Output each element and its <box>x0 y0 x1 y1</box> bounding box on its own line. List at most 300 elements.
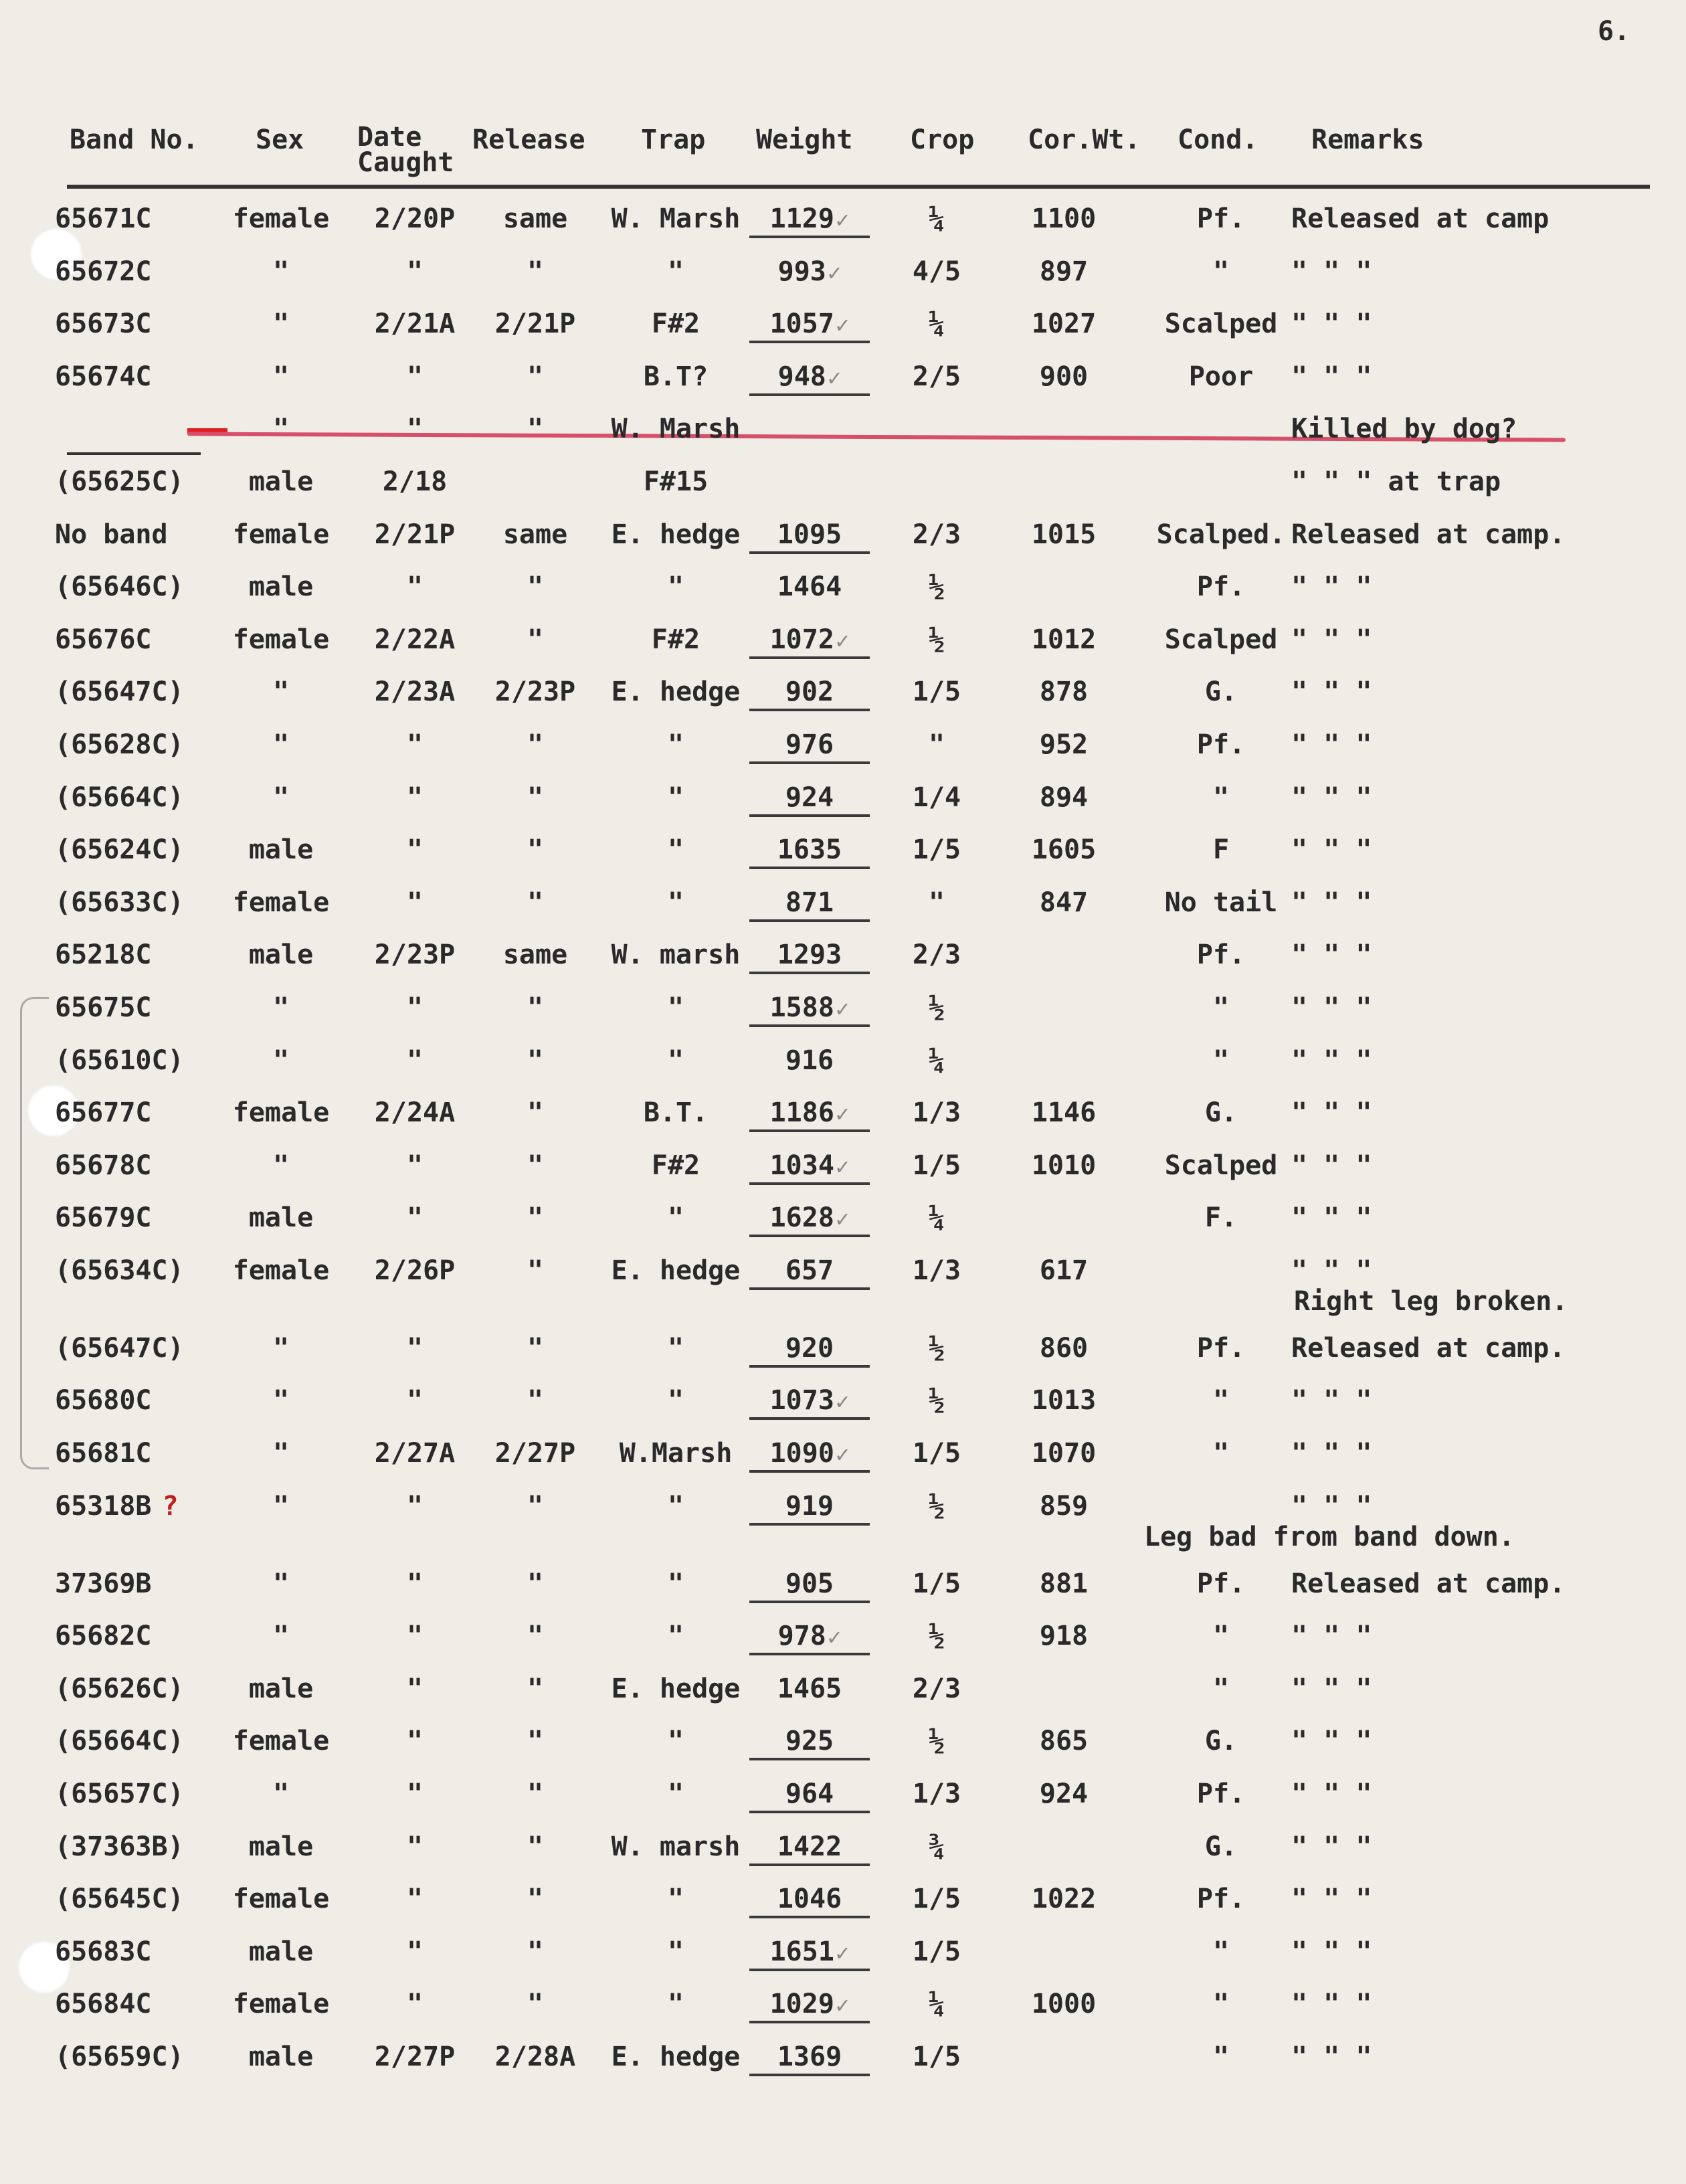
cell-trap-text: " <box>667 1989 684 2020</box>
cell-wt <box>749 571 870 602</box>
cell-rel-text: " <box>527 1673 544 1704</box>
cell-rel <box>468 729 602 760</box>
cell-band <box>55 1621 152 1651</box>
cell-cor-text: 900 <box>1039 361 1089 392</box>
cell-sex <box>207 1333 355 1364</box>
cell-wt-text: 1095 <box>777 519 842 550</box>
table-row <box>0 1716 1686 1769</box>
table-row <box>0 825 1686 878</box>
cell-rem-text: Killed by dog? <box>1291 414 1517 445</box>
cell-cond-text: " <box>1212 256 1230 287</box>
table-row <box>0 562 1686 615</box>
cell-wt <box>749 1255 870 1290</box>
cell-sex-text: " <box>272 1568 290 1599</box>
cell-trap <box>602 1255 749 1286</box>
cell-wt <box>749 887 870 922</box>
cell-crop-text: 2/3 <box>912 939 961 971</box>
header-date-line1: Date <box>357 122 422 153</box>
cell-date-text: 2/21P <box>374 519 456 550</box>
cell-band-text: (65625C) <box>55 466 184 497</box>
checkmark-icon: ✓ <box>835 312 850 339</box>
cell-crop-text: ¼ <box>928 1989 945 2020</box>
cell-band <box>55 1097 152 1128</box>
cell-trap-text: " <box>667 1936 684 1967</box>
checkmark-icon: ✓ <box>835 1153 850 1180</box>
cell-band-text: 65218C <box>55 939 152 971</box>
cell-trap-text: " <box>667 1726 684 1757</box>
cell-cond-text: Pf. <box>1196 203 1246 234</box>
cell-sex-text: female <box>232 1884 330 1915</box>
cell-cond <box>1151 1202 1291 1233</box>
cell-rem <box>1291 466 1666 497</box>
checkmark-icon: ✓ <box>835 1206 850 1233</box>
cell-band-text: 65677C <box>55 1097 152 1129</box>
cell-rel <box>468 834 602 865</box>
cell-date-text: 2/24A <box>374 1097 456 1129</box>
cell-trap-text: W. marsh <box>611 1831 741 1862</box>
cell-wt-text: 993 <box>777 256 826 287</box>
cell-trap-text: " <box>667 256 684 287</box>
cell-rel-text: " <box>527 887 544 918</box>
cell-cond <box>1151 1989 1291 2019</box>
cell-wt-text: 924 <box>785 782 834 813</box>
cell-band-text: 65679C <box>55 1202 152 1234</box>
cell-cor-text: 1022 <box>1031 1884 1097 1915</box>
table-row <box>0 194 1686 247</box>
cell-wt <box>749 676 870 711</box>
cell-cor-text: 897 <box>1039 256 1089 287</box>
cell-cond <box>1151 1097 1291 1128</box>
cell-sex <box>207 1726 355 1756</box>
cell-band <box>55 308 152 339</box>
cell-date-text: " <box>406 414 424 445</box>
cell-sex-text: female <box>232 1097 330 1129</box>
cell-date-text: " <box>406 571 424 603</box>
cell-rel <box>468 256 602 287</box>
cell-rel-text: " <box>527 414 544 445</box>
cell-crop <box>890 992 983 1023</box>
cell-cond <box>1151 1438 1291 1469</box>
cell-crop-text: " <box>928 729 945 760</box>
cell-trap <box>602 992 749 1023</box>
cell-date-text: " <box>406 782 424 813</box>
header-trap: Trap <box>641 124 706 155</box>
cell-band <box>55 1255 184 1286</box>
cell-crop <box>890 361 983 392</box>
cell-rem <box>1291 1673 1666 1704</box>
table-row <box>0 1611 1686 1664</box>
ledger-rows <box>0 194 1686 2085</box>
cell-sex <box>207 256 355 287</box>
cell-cond <box>1151 676 1291 707</box>
header-band: Band No. <box>70 124 199 155</box>
cell-cond <box>1151 1045 1291 1076</box>
cell-date-text: " <box>406 1150 424 1181</box>
cell-trap-text: " <box>667 1568 684 1599</box>
cell-crop <box>890 1831 983 1862</box>
cell-rel-text: " <box>527 1097 544 1129</box>
table-row <box>0 1927 1686 1980</box>
cell-trap-text: " <box>667 1490 684 1522</box>
cell-band-text: 65682C <box>55 1621 152 1652</box>
table-row <box>0 1141 1686 1194</box>
cell-trap-text: " <box>667 992 684 1023</box>
cell-band-text: 65684C <box>55 1989 152 2020</box>
cell-trap <box>602 1097 749 1128</box>
cell-date-text: " <box>406 1621 424 1652</box>
table-row <box>0 667 1686 720</box>
page-number: 6. <box>1598 16 1630 47</box>
cell-trap <box>602 887 749 918</box>
cell-trap <box>602 1936 749 1967</box>
cell-cor <box>1010 1438 1117 1469</box>
cell-sex <box>207 992 355 1023</box>
cell-sex-text: " <box>272 1779 290 1810</box>
cell-cor <box>1010 1150 1117 1181</box>
cell-sex <box>207 466 355 497</box>
cell-wt <box>749 729 870 764</box>
cell-cor-text: 1100 <box>1031 203 1097 234</box>
cell-crop-text: ¾ <box>928 1831 945 1862</box>
cell-rem-text: " " " <box>1291 782 1372 813</box>
cell-cond <box>1151 1673 1291 1704</box>
cell-cond-text: " <box>1212 1438 1230 1469</box>
cell-rem-text: " " " <box>1291 1438 1372 1469</box>
cell-band <box>55 939 152 970</box>
cell-rel-text: same <box>502 939 568 971</box>
cell-date <box>348 1726 482 1756</box>
cell-sex-text: " <box>272 676 290 708</box>
cell-crop <box>890 1989 983 2019</box>
cell-rem-text: Released at camp. <box>1291 1332 1566 1364</box>
cell-date-text: 2/23A <box>374 676 456 708</box>
cell-cond-text: " <box>1212 2041 1230 2072</box>
cell-rem-text: " " " <box>1291 361 1372 392</box>
cell-trap <box>602 1568 749 1599</box>
cell-trap <box>602 729 749 760</box>
cell-wt <box>749 1150 870 1185</box>
cell-cor <box>1010 1621 1117 1651</box>
cell-date <box>348 939 482 970</box>
cell-rem-text: Released at camp <box>1291 203 1550 234</box>
cell-crop <box>890 1150 983 1181</box>
cell-cond-text: G. <box>1204 1726 1238 1757</box>
cell-wt <box>749 1438 870 1473</box>
cell-wt-text: 902 <box>785 676 834 708</box>
cell-cor <box>1010 256 1117 287</box>
cell-crop <box>890 1673 983 1704</box>
cell-band-text: (65664C) <box>55 782 184 813</box>
cell-date <box>348 1989 482 2019</box>
cell-sex-text: " <box>272 1332 290 1364</box>
cell-band <box>55 519 168 550</box>
cell-rel-text: 2/21P <box>494 308 576 340</box>
cell-band <box>55 2041 184 2072</box>
cell-cond-text: Pf. <box>1196 729 1246 760</box>
table-row <box>0 1979 1686 2032</box>
cell-band-text: (37363B) <box>55 1831 184 1862</box>
cell-band-text: 65680C <box>55 1385 152 1417</box>
cell-date-text: " <box>406 1726 424 1757</box>
cell-rem-text: " " " <box>1291 1255 1372 1286</box>
cell-cor <box>1010 1884 1117 1914</box>
cell-date <box>348 1333 482 1364</box>
cell-rem-text: " " " <box>1291 1385 1372 1417</box>
cell-rem-text: " " " <box>1291 571 1372 603</box>
cell-rem <box>1291 1779 1666 1809</box>
cell-date <box>348 519 482 550</box>
cell-cor <box>1010 887 1117 918</box>
cell-trap <box>602 1831 749 1862</box>
cell-band <box>55 361 152 392</box>
cell-rem <box>1291 782 1666 813</box>
cell-date <box>348 1097 482 1128</box>
cell-cor-text: 881 <box>1039 1568 1089 1599</box>
cell-crop <box>890 1202 983 1233</box>
cell-trap-text: " <box>667 1621 684 1652</box>
cell-date-text: 2/27P <box>374 2041 456 2072</box>
cell-cond <box>1151 203 1291 234</box>
cell-date <box>348 203 482 234</box>
cell-rel <box>468 887 602 918</box>
cell-wt-text: 916 <box>785 1044 834 1076</box>
cell-wt <box>749 624 870 659</box>
cell-rel <box>468 992 602 1023</box>
cell-cor-text: 894 <box>1039 782 1089 813</box>
cell-rem-text: Released at camp. <box>1291 1568 1566 1599</box>
cell-trap-text: " <box>667 782 684 813</box>
cell-band <box>55 1333 184 1364</box>
cell-sex-text: " <box>272 361 290 392</box>
cell-sex-text: " <box>272 1044 290 1076</box>
cell-cond-text: Pf. <box>1196 1332 1246 1364</box>
cell-sex <box>207 1779 355 1809</box>
cell-crop <box>890 1884 983 1914</box>
cell-date <box>348 834 482 865</box>
cell-wt-text: 1465 <box>777 1673 842 1704</box>
cell-band-text: (65646C) <box>55 571 184 603</box>
cell-sex <box>207 414 355 444</box>
cell-rem-text: " " " <box>1291 992 1372 1023</box>
cell-trap <box>602 308 749 339</box>
table-row <box>0 615 1686 668</box>
cell-band-text: (65659C) <box>55 2041 184 2072</box>
cell-trap <box>602 414 749 444</box>
cell-trap-text: " <box>667 1779 684 1810</box>
cell-sex <box>207 1831 355 1862</box>
cell-band-text: 37369B <box>55 1568 152 1599</box>
cell-rem-text: " " " <box>1291 1673 1372 1704</box>
checkmark-icon: ✓ <box>827 259 842 286</box>
cell-band <box>55 624 152 655</box>
table-row <box>0 878 1686 931</box>
table-row <box>0 930 1686 983</box>
cell-rel <box>468 1673 602 1704</box>
cell-rem-text: " " " <box>1291 1936 1372 1967</box>
cell-sex <box>207 203 355 234</box>
cell-rem <box>1291 1385 1666 1416</box>
cell-band-text: 65676C <box>55 624 152 655</box>
cell-rel-text: " <box>527 1779 544 1810</box>
cell-trap-text: W.Marsh <box>619 1438 733 1469</box>
cell-trap-text: W. Marsh <box>611 414 741 445</box>
cell-rel <box>468 1831 602 1862</box>
cell-band-text: 65681C <box>55 1438 152 1469</box>
cell-date <box>348 571 482 602</box>
cell-cond-text: F. <box>1204 1202 1238 1234</box>
cell-wt <box>749 834 870 869</box>
cell-band-text: 65672C <box>55 256 152 287</box>
cell-rem-text: " " " <box>1291 1044 1372 1076</box>
cell-wt-text: 1046 <box>777 1884 842 1915</box>
table-row <box>0 1324 1686 1376</box>
table-row <box>0 1559 1686 1612</box>
cell-rem <box>1291 624 1666 655</box>
cell-date-text: " <box>406 1385 424 1417</box>
cell-cond-text: F <box>1212 834 1230 866</box>
cell-wt <box>749 1045 870 1076</box>
cell-rel <box>468 519 602 550</box>
cell-cond <box>1151 571 1291 602</box>
cell-wt <box>749 2041 870 2076</box>
cell-rem <box>1291 1831 1666 1862</box>
cell-cond-text: Pf. <box>1196 939 1246 971</box>
cell-rem <box>1291 1936 1666 1967</box>
cell-rem <box>1291 1884 1666 1914</box>
cell-cond-text: Pf. <box>1196 571 1246 603</box>
cell-wt <box>749 1989 870 2023</box>
checkmark-icon: ✓ <box>835 1441 850 1469</box>
cell-crop-text: 1/3 <box>912 1255 961 1286</box>
cell-sex-text: female <box>232 1726 330 1757</box>
cell-rem <box>1291 1333 1666 1364</box>
cell-rel-text: " <box>527 1490 544 1522</box>
cell-cond <box>1151 729 1291 760</box>
cell-trap <box>602 1385 749 1416</box>
cell-rem <box>1291 834 1666 865</box>
cell-date <box>348 676 482 707</box>
cell-trap-text: E. hedge <box>611 676 741 708</box>
table-row <box>0 457 1686 510</box>
cell-cond-text: " <box>1212 782 1230 813</box>
cell-cond-text: Pf. <box>1196 1779 1246 1810</box>
cell-rel <box>468 782 602 813</box>
cell-rel-text: " <box>527 1568 544 1599</box>
cell-sex <box>207 1491 355 1522</box>
cell-cond-text: " <box>1212 1989 1230 2020</box>
cell-date-text: 2/20P <box>374 203 456 234</box>
cell-wt-text: 1588 <box>769 992 834 1023</box>
cell-crop <box>890 782 983 813</box>
table-row <box>0 247 1686 300</box>
cell-trap <box>602 1438 749 1469</box>
cell-sex-text: " <box>272 1621 290 1652</box>
table-row <box>0 1769 1686 1822</box>
cell-cond-text: " <box>1212 1385 1230 1417</box>
cell-crop <box>890 624 983 655</box>
cell-sex <box>207 676 355 707</box>
cell-date <box>348 414 482 444</box>
cell-date <box>348 887 482 918</box>
cell-date <box>348 1673 482 1704</box>
cell-trap <box>602 1621 749 1651</box>
cell-rem <box>1291 1045 1666 1076</box>
cell-crop <box>890 519 983 550</box>
cell-band <box>55 466 184 497</box>
cell-crop-text: ½ <box>928 1726 945 1757</box>
cell-band <box>55 676 184 707</box>
checkmark-icon: ✓ <box>835 627 850 654</box>
cell-cond <box>1151 1621 1291 1651</box>
table-row <box>0 1822 1686 1875</box>
header-date <box>357 122 454 178</box>
cell-cor-text: 1070 <box>1031 1438 1097 1469</box>
cell-wt-text: 1073 <box>769 1385 834 1417</box>
cell-rem-text: " " " <box>1291 1097 1372 1129</box>
cell-sex <box>207 782 355 813</box>
table-row <box>0 983 1686 1036</box>
cell-sex-text: male <box>248 571 314 603</box>
cell-sex <box>207 1202 355 1233</box>
cell-date-text: 2/18 <box>382 466 448 497</box>
cell-rel-text: " <box>527 834 544 866</box>
cell-rel-text: 2/28A <box>494 2041 576 2072</box>
cell-rel-text: " <box>527 1726 544 1757</box>
cell-cond-text: Pf. <box>1196 1884 1246 1915</box>
cell-rel <box>468 1884 602 1914</box>
cell-cond-text: No tail <box>1164 887 1278 918</box>
cell-rel-text: " <box>527 256 544 287</box>
cell-band-text: (65633C) <box>55 887 184 918</box>
cell-band-text: (65626C) <box>55 1673 184 1704</box>
checkmark-icon: ✓ <box>827 364 842 391</box>
checkmark-icon: ✓ <box>835 1939 850 1967</box>
cell-rem <box>1291 676 1666 707</box>
cell-sex-text: " <box>272 1490 290 1522</box>
cell-band <box>55 992 152 1023</box>
cell-band <box>55 1385 152 1416</box>
cell-cor <box>1010 1568 1117 1599</box>
cell-rel <box>468 1202 602 1233</box>
header-sex: Sex <box>256 124 304 155</box>
cell-trap-text: " <box>667 1385 684 1417</box>
cell-crop-text: ½ <box>928 624 945 655</box>
cell-wt-text: 1090 <box>769 1438 834 1469</box>
cell-rel <box>468 1726 602 1756</box>
cell-sex-text: " <box>272 1438 290 1469</box>
cell-cond <box>1151 1884 1291 1914</box>
cell-cor-text: 918 <box>1039 1621 1089 1652</box>
question-mark: ? <box>162 1490 179 1522</box>
cell-sex-text: male <box>248 834 314 866</box>
cell-sex-text: female <box>232 1255 330 1286</box>
cell-rem-text: " " " <box>1291 887 1372 918</box>
cell-rel <box>468 1438 602 1469</box>
cell-band-text: (65628C) <box>55 729 184 760</box>
table-row <box>0 1246 1686 1324</box>
cell-rel-text: " <box>527 1989 544 2020</box>
cell-cond <box>1151 1779 1291 1809</box>
cell-cor <box>1010 1255 1117 1286</box>
cell-wt-text: 1635 <box>777 834 842 866</box>
cell-crop <box>890 729 983 760</box>
cell-cor <box>1010 1779 1117 1809</box>
cell-date-text: " <box>406 1884 424 1915</box>
cell-wt <box>749 992 870 1027</box>
cell-rem <box>1291 414 1666 444</box>
cell-date-text: " <box>406 1490 424 1522</box>
cell-date <box>348 361 482 392</box>
